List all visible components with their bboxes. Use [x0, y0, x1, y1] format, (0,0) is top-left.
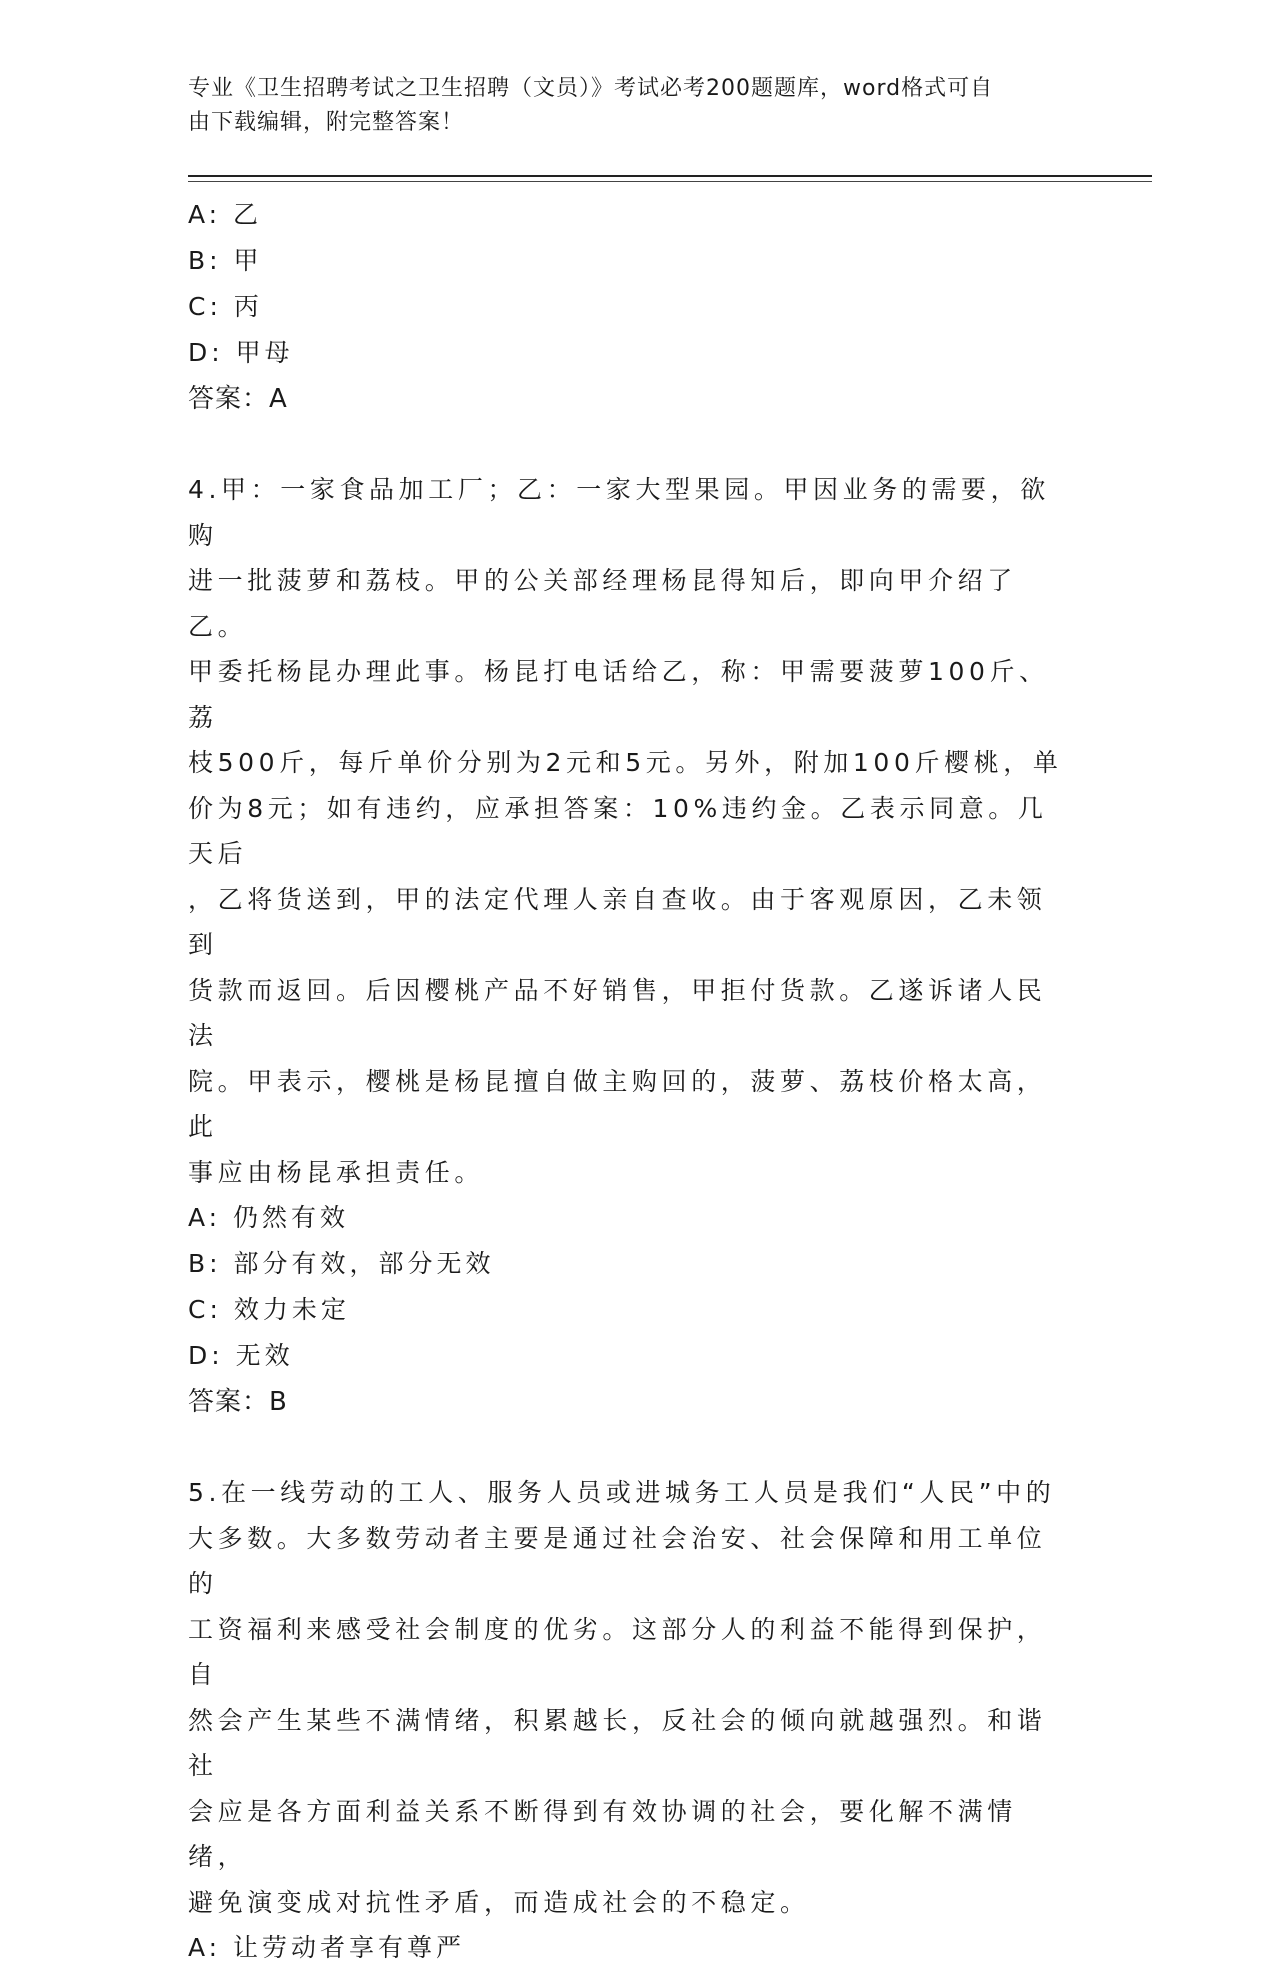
- option-a: A: 让劳动者享有尊严: [188, 1933, 466, 1962]
- option-b: B: 甲: [188, 246, 263, 275]
- header-line-1: 专业《卫生招聘考试之卫生招聘（文员）》考试必考200题题库，word格式可自: [188, 76, 994, 101]
- question-line: 枝500斤，每斤单价分别为2元和5元。另外，附加100斤樱桃，单: [188, 748, 1063, 777]
- question-5: [188, 1470, 1068, 1971]
- question-line: 院。甲表示，樱桃是杨昆擅自做主购回的，菠萝、荔枝价格太高，此: [188, 1066, 1047, 1141]
- question-text: [188, 467, 1068, 1195]
- question-4: [188, 467, 1068, 1425]
- question-line: 工资福利来感受社会制度的优劣。这部分人的利益不能得到保护，自: [188, 1614, 1047, 1689]
- question-line: 然会产生某些不满情绪，积累越长，反社会的倾向就越强烈。和谐社: [188, 1705, 1047, 1780]
- question-line: 价为8元；如有违约，应承担答案：10%违约金。乙表示同意。几天后: [188, 793, 1048, 868]
- question-line: ，乙将货送到，甲的法定代理人亲自查收。由于客观原因，乙未领到: [188, 884, 1047, 959]
- header-divider-thick: [188, 175, 1152, 177]
- question-3-options: [188, 192, 1068, 422]
- option-b: B: 部分有效，部分无效: [188, 1249, 495, 1278]
- question-line: 甲委托杨昆办理此事。杨昆打电话给乙，称：甲需要菠萝100斤、荔: [188, 657, 1049, 732]
- question-line: 5.在一线劳动的工人、服务人员或进城务工人员是我们“人民”中的: [188, 1478, 1056, 1507]
- option-d: D: 无效: [188, 1341, 294, 1370]
- question-line: 4.甲：一家食品加工厂；乙：一家大型果园。甲因业务的需要，欲购: [188, 475, 1050, 550]
- document-header: [188, 72, 1068, 140]
- question-text: [188, 1470, 1068, 1925]
- answer-line: 答案：B: [188, 1387, 288, 1417]
- option-d: D: 甲母: [188, 338, 294, 367]
- spacer: [188, 422, 1068, 467]
- answer-line: 答案：A: [188, 384, 288, 414]
- option-c: C: 丙: [188, 292, 263, 321]
- question-line: 货款而返回。后因樱桃产品不好销售，甲拒付货款。乙遂诉诸人民法: [188, 975, 1047, 1050]
- question-list: [188, 192, 1068, 1971]
- spacer: [188, 1425, 1068, 1470]
- question-line: 大多数。大多数劳动者主要是通过社会治安、社会保障和用工单位的: [188, 1523, 1047, 1598]
- option-a: A: 乙: [188, 200, 263, 229]
- header-line-2: 由下载编辑，附完整答案！: [188, 110, 465, 135]
- question-line: 会应是各方面利益关系不断得到有效协调的社会，要化解不满情绪，: [188, 1796, 1017, 1871]
- option-a: A: 仍然有效: [188, 1203, 350, 1232]
- question-line: 事应由杨昆承担责任。: [188, 1157, 485, 1187]
- question-line: 避免演变成对抗性矛盾，而造成社会的不稳定。: [188, 1887, 810, 1917]
- header-divider-thin: [188, 181, 1152, 182]
- option-c: C: 效力未定: [188, 1295, 350, 1324]
- question-line: 进一批菠萝和荔枝。甲的公关部经理杨昆得知后，即向甲介绍了乙。: [188, 566, 1017, 641]
